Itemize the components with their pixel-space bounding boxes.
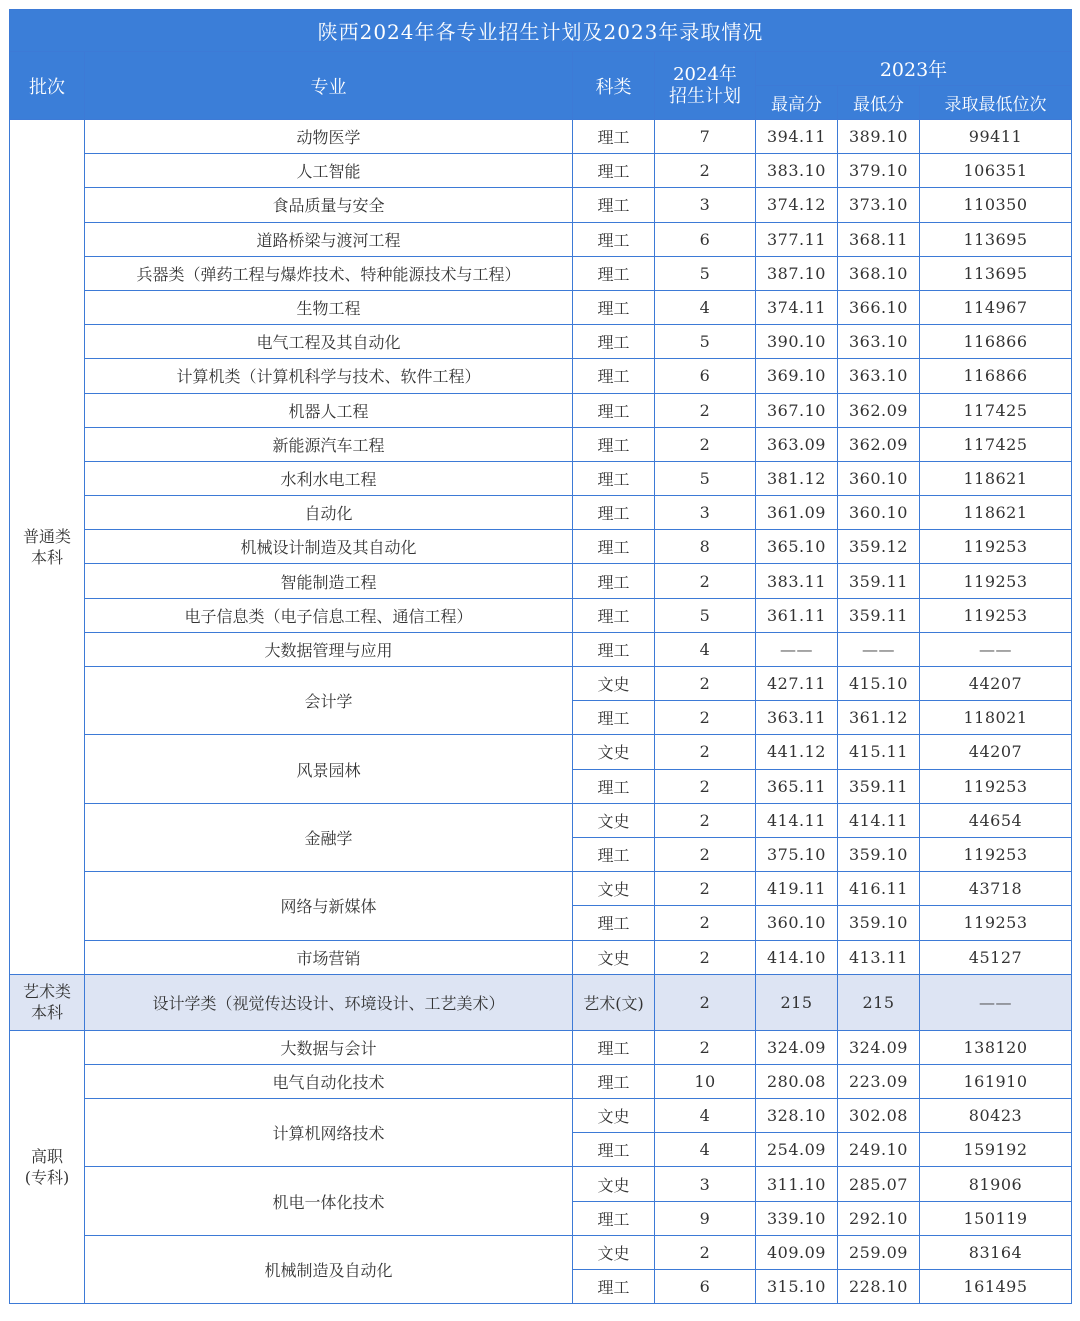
major-name: 计算机类（计算机科学与技术、软件工程） [85, 359, 573, 393]
min-score-cell: 362.09 [838, 393, 920, 427]
major-name: 大数据与会计 [85, 1030, 573, 1064]
min-score-cell: 359.10 [838, 837, 920, 871]
min-score-cell: 415.11 [838, 735, 920, 769]
plan-cell: 2 [655, 872, 756, 906]
min-score-cell: 302.08 [838, 1099, 920, 1133]
category-cell: 理工 [573, 906, 655, 940]
table-row [10, 1099, 1072, 1133]
table-row [10, 940, 1072, 974]
batch-label-line: 本科 [30, 1003, 63, 1023]
category-cell: 理工 [573, 564, 655, 598]
category-cell: 理工 [573, 1064, 655, 1098]
plan-cell: 2 [655, 701, 756, 735]
table-row [10, 290, 1072, 324]
category-cell: 理工 [573, 632, 655, 666]
category-cell: 理工 [573, 598, 655, 632]
category-cell: 理工 [573, 1133, 655, 1167]
min-rank-cell: 119253 [920, 598, 1072, 632]
max-score-cell: 383.10 [756, 154, 838, 188]
max-score-cell: 427.11 [756, 667, 838, 701]
table-body [10, 120, 1072, 1304]
table-row [10, 461, 1072, 495]
max-score-cell: 315.10 [756, 1270, 838, 1304]
major-name: 网络与新媒体 [85, 872, 573, 940]
min-score-cell: —— [838, 632, 920, 666]
major-name: 机电一体化技术 [85, 1167, 573, 1235]
admission-table-container [9, 9, 1071, 1304]
plan-cell: 6 [655, 1270, 756, 1304]
category-cell: 理工 [573, 769, 655, 803]
major-name: 电气自动化技术 [85, 1064, 573, 1098]
min-score-cell: 366.10 [838, 290, 920, 324]
plan-cell: 2 [655, 154, 756, 188]
batch-cell [10, 974, 85, 1030]
min-rank-cell: 118621 [920, 461, 1072, 495]
table-row [10, 325, 1072, 359]
table-row [10, 359, 1072, 393]
category-cell: 文史 [573, 803, 655, 837]
min-rank-cell: 44207 [920, 667, 1072, 701]
header-plan-2024 [655, 52, 756, 120]
min-score-cell: 259.09 [838, 1235, 920, 1269]
min-rank-cell: 118021 [920, 701, 1072, 735]
min-rank-cell: 44654 [920, 803, 1072, 837]
category-cell: 理工 [573, 1270, 655, 1304]
min-rank-cell: 119253 [920, 769, 1072, 803]
min-score-cell: 379.10 [838, 154, 920, 188]
max-score-cell: 375.10 [756, 837, 838, 871]
table-row [10, 667, 1072, 701]
min-rank-cell: 117425 [920, 427, 1072, 461]
table-row [10, 120, 1072, 154]
min-score-cell: 414.11 [838, 803, 920, 837]
category-cell: 理工 [573, 427, 655, 461]
min-score-cell: 389.10 [838, 120, 920, 154]
header-min-rank: 录取最低位次 [920, 86, 1072, 120]
plan-cell: 5 [655, 256, 756, 290]
plan-cell: 3 [655, 188, 756, 222]
table-title: 陕西2024年各专业招生计划及2023年录取情况 [10, 10, 1072, 52]
max-score-cell: 381.12 [756, 461, 838, 495]
category-cell: 文史 [573, 1167, 655, 1201]
header-major: 专业 [85, 52, 573, 120]
major-name: 机械设计制造及其自动化 [85, 530, 573, 564]
max-score-cell: 409.09 [756, 1235, 838, 1269]
min-rank-cell: 119253 [920, 837, 1072, 871]
major-name: 动物医学 [85, 120, 573, 154]
plan-cell: 6 [655, 222, 756, 256]
major-name: 大数据管理与应用 [85, 632, 573, 666]
max-score-cell: 377.11 [756, 222, 838, 256]
plan-cell: 2 [655, 1235, 756, 1269]
plan-cell: 8 [655, 530, 756, 564]
max-score-cell: —— [756, 632, 838, 666]
table-row [10, 803, 1072, 837]
table-row [10, 530, 1072, 564]
category-cell: 艺术(文) [573, 974, 655, 1030]
major-name: 食品质量与安全 [85, 188, 573, 222]
min-score-cell: 292.10 [838, 1201, 920, 1235]
min-rank-cell: 113695 [920, 222, 1072, 256]
major-name: 机械制造及自动化 [85, 1235, 573, 1303]
plan-cell: 4 [655, 290, 756, 324]
min-rank-cell: 159192 [920, 1133, 1072, 1167]
major-name: 生物工程 [85, 290, 573, 324]
min-rank-cell: 83164 [920, 1235, 1072, 1269]
min-score-cell: 249.10 [838, 1133, 920, 1167]
max-score-cell: 387.10 [756, 256, 838, 290]
min-rank-cell: 116866 [920, 325, 1072, 359]
max-score-cell: 339.10 [756, 1201, 838, 1235]
plan-cell: 5 [655, 325, 756, 359]
max-score-cell: 383.11 [756, 564, 838, 598]
max-score-cell: 414.11 [756, 803, 838, 837]
category-cell: 理工 [573, 530, 655, 564]
table-row [10, 735, 1072, 769]
batch-cell [10, 120, 85, 975]
min-rank-cell: 161910 [920, 1064, 1072, 1098]
category-cell: 理工 [573, 837, 655, 871]
plan-cell: 2 [655, 427, 756, 461]
max-score-cell: 363.09 [756, 427, 838, 461]
table-row [10, 222, 1072, 256]
table-row [10, 872, 1072, 906]
max-score-cell: 365.10 [756, 530, 838, 564]
table-row [10, 1235, 1072, 1269]
major-name: 机器人工程 [85, 393, 573, 427]
max-score-cell: 361.11 [756, 598, 838, 632]
min-score-cell: 363.10 [838, 359, 920, 393]
min-rank-cell: —— [920, 632, 1072, 666]
batch-label-line: 本科 [30, 547, 63, 567]
max-score-cell: 363.11 [756, 701, 838, 735]
max-score-cell: 419.11 [756, 872, 838, 906]
max-score-cell: 324.09 [756, 1030, 838, 1064]
max-score-cell: 215 [756, 974, 838, 1030]
min-score-cell: 413.11 [838, 940, 920, 974]
header-category: 科类 [573, 52, 655, 120]
plan-cell: 2 [655, 906, 756, 940]
plan-cell: 2 [655, 393, 756, 427]
max-score-cell: 369.10 [756, 359, 838, 393]
min-rank-cell: 116866 [920, 359, 1072, 393]
major-name: 水利水电工程 [85, 461, 573, 495]
category-cell: 理工 [573, 188, 655, 222]
plan-cell: 5 [655, 461, 756, 495]
min-score-cell: 223.09 [838, 1064, 920, 1098]
min-score-cell: 215 [838, 974, 920, 1030]
max-score-cell: 441.12 [756, 735, 838, 769]
min-score-cell: 368.11 [838, 222, 920, 256]
table-row [10, 1064, 1072, 1098]
category-cell: 理工 [573, 701, 655, 735]
min-score-cell: 360.10 [838, 461, 920, 495]
max-score-cell: 374.12 [756, 188, 838, 222]
admission-table [9, 9, 1072, 1304]
max-score-cell: 390.10 [756, 325, 838, 359]
category-cell: 理工 [573, 120, 655, 154]
min-score-cell: 285.07 [838, 1167, 920, 1201]
major-name: 道路桥梁与渡河工程 [85, 222, 573, 256]
major-name: 自动化 [85, 496, 573, 530]
major-name: 电子信息类（电子信息工程、通信工程） [85, 598, 573, 632]
category-cell: 理工 [573, 256, 655, 290]
major-name: 风景园林 [85, 735, 573, 803]
min-rank-cell: 119253 [920, 906, 1072, 940]
category-cell: 文史 [573, 872, 655, 906]
table-row [10, 154, 1072, 188]
plan-cell: 2 [655, 940, 756, 974]
major-name: 会计学 [85, 667, 573, 735]
min-score-cell: 359.11 [838, 564, 920, 598]
min-score-cell: 359.10 [838, 906, 920, 940]
max-score-cell: 374.11 [756, 290, 838, 324]
plan-cell: 2 [655, 803, 756, 837]
table-row [10, 256, 1072, 290]
major-name: 兵器类（弹药工程与爆炸技术、特种能源技术与工程） [85, 256, 573, 290]
max-score-cell: 360.10 [756, 906, 838, 940]
min-rank-cell: 150119 [920, 1201, 1072, 1235]
max-score-cell: 365.11 [756, 769, 838, 803]
max-score-cell: 280.08 [756, 1064, 838, 1098]
major-name: 智能制造工程 [85, 564, 573, 598]
min-score-cell: 228.10 [838, 1270, 920, 1304]
header-batch: 批次 [10, 52, 85, 120]
header-year-2023: 2023年 [756, 52, 1072, 86]
max-score-cell: 328.10 [756, 1099, 838, 1133]
max-score-cell: 414.10 [756, 940, 838, 974]
category-cell: 文史 [573, 1235, 655, 1269]
category-cell: 理工 [573, 325, 655, 359]
max-score-cell: 311.10 [756, 1167, 838, 1201]
max-score-cell: 394.11 [756, 120, 838, 154]
category-cell: 理工 [573, 290, 655, 324]
max-score-cell: 361.09 [756, 496, 838, 530]
min-rank-cell: 80423 [920, 1099, 1072, 1133]
plan-cell: 2 [655, 837, 756, 871]
max-score-cell: 367.10 [756, 393, 838, 427]
min-rank-cell: 106351 [920, 154, 1072, 188]
plan-cell: 7 [655, 120, 756, 154]
min-rank-cell: 99411 [920, 120, 1072, 154]
min-rank-cell: 119253 [920, 564, 1072, 598]
header-min-score: 最低分 [838, 86, 920, 120]
table-row [10, 1167, 1072, 1201]
min-rank-cell: 44207 [920, 735, 1072, 769]
plan-cell: 2 [655, 564, 756, 598]
min-rank-cell: 45127 [920, 940, 1072, 974]
plan-cell: 2 [655, 1030, 756, 1064]
table-row [10, 427, 1072, 461]
plan-cell: 2 [655, 769, 756, 803]
table-row [10, 632, 1072, 666]
plan-cell: 3 [655, 496, 756, 530]
major-name: 金融学 [85, 803, 573, 871]
table-row [10, 188, 1072, 222]
category-cell: 文史 [573, 735, 655, 769]
plan-cell: 9 [655, 1201, 756, 1235]
table-row [10, 1030, 1072, 1064]
plan-cell: 2 [655, 667, 756, 701]
plan-cell: 4 [655, 632, 756, 666]
category-cell: 理工 [573, 359, 655, 393]
min-rank-cell: 119253 [920, 530, 1072, 564]
min-rank-cell: 114967 [920, 290, 1072, 324]
min-score-cell: 362.09 [838, 427, 920, 461]
header-plan-2024-line1: 2024年 [673, 63, 737, 85]
batch-label-line: 艺术类 [22, 982, 71, 1002]
table-row [10, 564, 1072, 598]
plan-cell: 3 [655, 1167, 756, 1201]
min-score-cell: 324.09 [838, 1030, 920, 1064]
min-score-cell: 368.10 [838, 256, 920, 290]
min-rank-cell: —— [920, 974, 1072, 1030]
major-name: 市场营销 [85, 940, 573, 974]
plan-cell: 5 [655, 598, 756, 632]
table-row [10, 393, 1072, 427]
major-name: 设计学类（视觉传达设计、环境设计、工艺美术） [85, 974, 573, 1030]
min-rank-cell: 43718 [920, 872, 1072, 906]
category-cell: 理工 [573, 222, 655, 256]
header-plan-2024-line2: 招生计划 [669, 85, 741, 107]
plan-cell: 10 [655, 1064, 756, 1098]
table-row [10, 974, 1072, 1030]
plan-cell: 6 [655, 359, 756, 393]
batch-label-line: 普通类 [22, 526, 71, 546]
batch-label-line: (专科) [24, 1167, 70, 1187]
min-score-cell: 415.10 [838, 667, 920, 701]
category-cell: 理工 [573, 1201, 655, 1235]
plan-cell: 2 [655, 735, 756, 769]
category-cell: 理工 [573, 1030, 655, 1064]
min-score-cell: 359.12 [838, 530, 920, 564]
min-rank-cell: 110350 [920, 188, 1072, 222]
min-score-cell: 363.10 [838, 325, 920, 359]
min-rank-cell: 161495 [920, 1270, 1072, 1304]
plan-cell: 4 [655, 1133, 756, 1167]
category-cell: 理工 [573, 461, 655, 495]
plan-cell: 4 [655, 1099, 756, 1133]
min-score-cell: 361.12 [838, 701, 920, 735]
plan-cell: 2 [655, 974, 756, 1030]
header-max-score: 最高分 [756, 86, 838, 120]
category-cell: 理工 [573, 154, 655, 188]
min-rank-cell: 81906 [920, 1167, 1072, 1201]
major-name: 计算机网络技术 [85, 1099, 573, 1167]
category-cell: 文史 [573, 667, 655, 701]
table-row [10, 496, 1072, 530]
min-rank-cell: 138120 [920, 1030, 1072, 1064]
min-score-cell: 360.10 [838, 496, 920, 530]
category-cell: 文史 [573, 1099, 655, 1133]
min-score-cell: 359.11 [838, 598, 920, 632]
min-score-cell: 359.11 [838, 769, 920, 803]
min-score-cell: 416.11 [838, 872, 920, 906]
max-score-cell: 254.09 [756, 1133, 838, 1167]
min-rank-cell: 117425 [920, 393, 1072, 427]
major-name: 人工智能 [85, 154, 573, 188]
category-cell: 文史 [573, 940, 655, 974]
table-row [10, 598, 1072, 632]
major-name: 新能源汽车工程 [85, 427, 573, 461]
category-cell: 理工 [573, 393, 655, 427]
category-cell: 理工 [573, 496, 655, 530]
major-name: 电气工程及其自动化 [85, 325, 573, 359]
min-score-cell: 373.10 [838, 188, 920, 222]
min-rank-cell: 113695 [920, 256, 1072, 290]
batch-label-line: 高职 [30, 1146, 63, 1166]
min-rank-cell: 118621 [920, 496, 1072, 530]
batch-cell [10, 1030, 85, 1304]
